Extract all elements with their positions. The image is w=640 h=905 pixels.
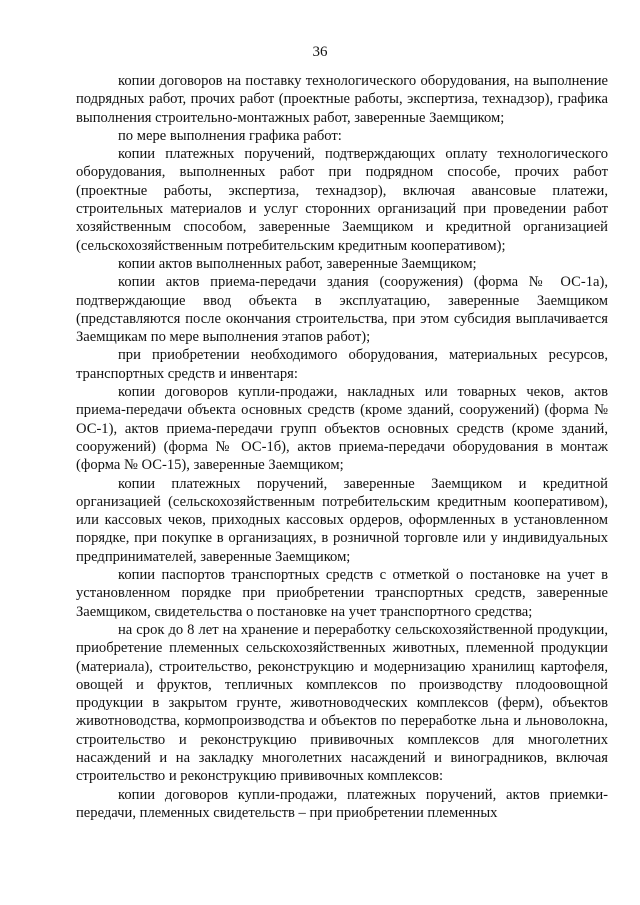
- paragraph: копии актов приема-передачи здания (сооружения) (форма № ОС-1а), подтверждающие ввод объекта в эксплуатацию, заверенные Заемщиком (представляются после окончания строительства, при этом субсидия выплачивается Заемщикам по мере выполнения этапов работ);: [76, 274, 608, 346]
- paragraph: копии паспортов транспортных средств с отметкой о постановке на учет в установленном порядке при приобретении транспортных средств, заверенные Заемщиком, свидетельства о постановке на учет транспортного средства;: [76, 567, 608, 620]
- paragraph: при приобретении необходимого оборудования, материальных ресурсов, транспортных средств и инвентаря:: [76, 347, 608, 382]
- paragraph: копии платежных поручений, подтверждающих оплату технологического оборудования, выполненных работ при подрядном способе, прочих работ (проектные работы, экспертиза, технадзор), включая авансовые платежи, строительных материалов и услуг сторонних организаций при проведении работ хозяйственным способом, заверенные Заемщиком и кредитной организацией (сельскохозяйственным потребительским кредитным кооперативом);: [76, 146, 608, 254]
- paragraph: копии актов выполненных работ, заверенные Заемщиком;: [118, 255, 477, 272]
- page-number: 36: [312, 44, 328, 60]
- paragraph: копии платежных поручений, заверенные Заемщиком и кредитной организацией (сельскохозяйственным потребительским кредитным кооперативом), или кассовых чеков, приходных кассовых ордеров, оформленных в установленном порядке, при покупке в организациях, в розничной торговле или у индивидуальных предпринимателей, заверенные Заемщиком;: [76, 475, 608, 565]
- paragraph: копии договоров купли-продажи, накладных или товарных чеков, актов приема-передачи объекта основных средств (кроме зданий, сооружений) (форма № ОС-1), актов приема-передачи групп объектов основных средств (кроме зданий, сооружений) (форма № ОС-1б), актов приема-передачи оборудования в монтаж (форма № ОС-15), заверенные Заемщиком;: [76, 384, 608, 474]
- paragraph: копии договоров купли-продажи, платежных поручений, актов приемки-передачи, племенных свидетельств – при приобретении племенных: [76, 786, 608, 821]
- document-body: [76, 72, 608, 822]
- paragraph: на срок до 8 лет на хранение и переработку сельскохозяйственной продукции, приобретение племенных сельскохозяйственных животных, племенной продукции (материала), строительство, реконструкцию и модернизацию хранилищ картофеля, овощей и фруктов, тепличных комплексов по производству плодоовощной продукции в закрытом грунте, животноводческих комплексов (ферм), объектов животноводства, кормопроизводства и объектов по переработке льна и льноволокна, строительство и реконструкцию прививочных комплексов для многолетних насаждений и на закладку многолетних насаждений и виноградников, включая строительство и реконструкцию прививочных комплексов:: [76, 621, 608, 785]
- paragraph: копии договоров на поставку технологического оборудования, на выполнение подрядных работ, прочих работ (проектные работы, экспертиза, технадзор), графика выполнения строительно-монтажных работ, заверенные Заемщиком;: [76, 73, 608, 126]
- paragraph: по мере выполнения графика работ:: [118, 127, 342, 144]
